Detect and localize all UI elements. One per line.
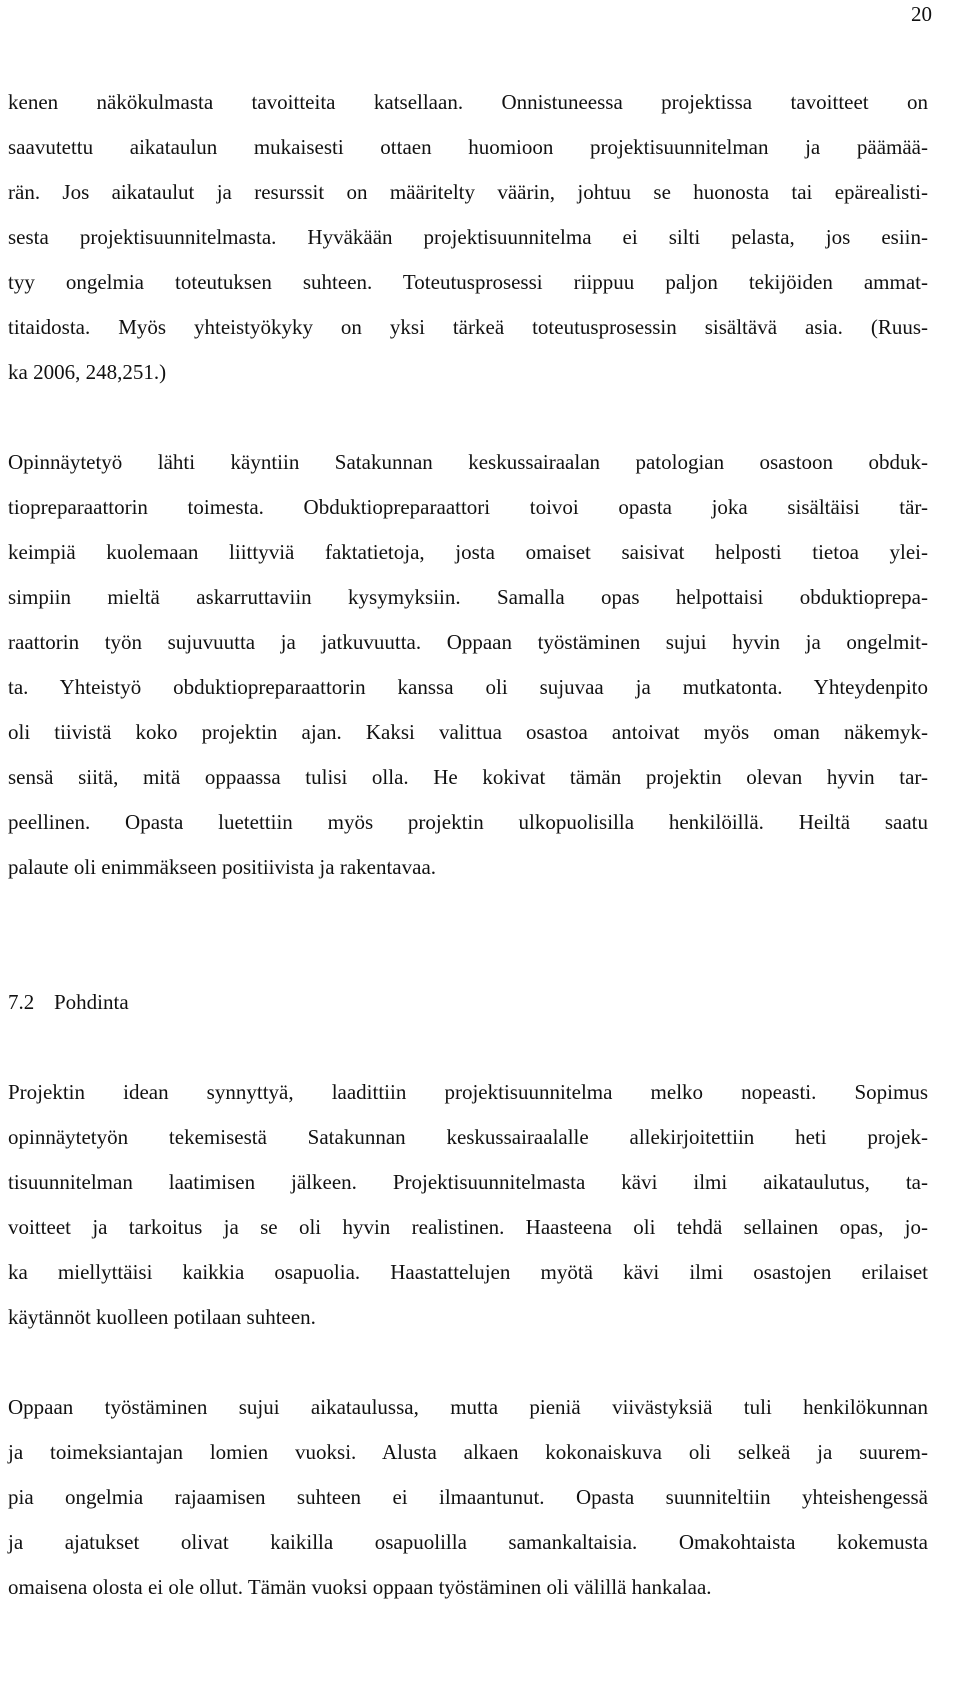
text-line: ka 2006, 248,251.) [8,360,167,384]
text-line: saavutettu aikataulun mukaisesti ottaen huomioon projektisuunnitelman ja päämää- [8,135,928,159]
text-line: kenen näkökulmasta tavoitteita katsellaan. Onnistuneessa projektissa tavoitteet on [8,90,928,114]
text-line: ta. Yhteistyö obduktiopreparaattorin kanssa oli sujuvaa ja mutkatonta. Yhteydenpito [8,675,928,699]
text-line: Projektin idean synnyttyä, laadittiin projektisuunnitelma melko nopeasti. Sopimus [8,1080,928,1104]
text-line: palaute oli enimmäkseen positiivista ja rakentavaa. [8,855,437,879]
paragraph-3 [8,1070,928,1340]
text-line: oli tiivistä koko projektin ajan. Kaksi valittua osastoa antoivat myös oman näkemyk- [8,720,928,744]
text-line: keimpiä kuolemaan liittyviä faktatietoja, josta omaiset saisivat helposti tietoa ylei- [8,540,928,564]
document-body [8,80,928,1610]
text-line: Opinnäytetyö lähti käyntiin Satakunnan keskussairaalan patologian osastoon obduk- [8,450,928,474]
page-number: 20 [911,2,932,26]
paragraph-4 [8,1385,928,1610]
text-line: tyy ongelmia toteutuksen suhteen. Toteutusprosessi riippuu paljon tekijöiden ammat- [8,270,928,294]
text-line: ja toimeksiantajan lomien vuoksi. Alusta alkaen kokonaiskuva oli selkeä ja suurem- [8,1440,928,1464]
section-title: Pohdinta [54,990,129,1014]
text-line: titaidosta. Myös yhteistyökyky on yksi tärkeä toteutusprosessin sisältävä asia. (Ruus- [8,315,928,339]
text-line: omaisena olosta ei ole ollut. Tämän vuoksi oppaan työstäminen oli välillä hankalaa. [8,1575,712,1599]
text-line: simpiin mieltä askarruttaviin kysymyksiin. Samalla opas helpottaisi obduktioprepa- [8,585,928,609]
text-line: käytännöt kuolleen potilaan suhteen. [8,1305,316,1329]
text-line: ja ajatukset olivat kaikilla osapuolilla samankaltaisia. Omakohtaista kokemusta [8,1530,928,1554]
text-line: tisuunnitelman laatimisen jälkeen. Projektisuunnitelmasta kävi ilmi aikataulutus, ta- [8,1170,928,1194]
paragraph-2 [8,440,928,890]
text-line: Oppaan työstäminen sujui aikataulussa, mutta pieniä viivästyksiä tuli henkilökunnan [8,1395,928,1419]
text-line: rän. Jos aikataulut ja resurssit on määritelty väärin, johtuu se huonosta tai epärealisti- [8,180,928,204]
text-line: raattorin työn sujuvuutta ja jatkuvuutta. Oppaan työstäminen sujui hyvin ja ongelmit- [8,630,928,654]
text-line: voitteet ja tarkoitus ja se oli hyvin realistinen. Haasteena oli tehdä sellainen opas, jo- [8,1215,928,1239]
section-heading [8,980,928,1025]
text-line: ka miellyttäisi kaikkia osapuolia. Haastattelujen myötä kävi ilmi osastojen erilaiset [8,1260,928,1284]
text-line: opinnäytetyön tekemisestä Satakunnan keskussairaalalle allekirjoitettiin heti projek- [8,1125,928,1149]
section-number: 7.2 [8,990,35,1014]
text-line: sensä siitä, mitä oppaassa tulisi olla. He kokivat tämän projektin olevan hyvin tar- [8,765,928,789]
text-line: pia ongelmia rajaamisen suhteen ei ilmaantunut. Opasta suunniteltiin yhteishengessä [8,1485,928,1509]
text-line: sesta projektisuunnitelmasta. Hyväkään projektisuunnitelma ei silti pelasta, jos esiin- [8,225,928,249]
text-line: peellinen. Opasta luetettiin myös projektin ulkopuolisilla henkilöillä. Heiltä saatu [8,810,928,834]
text-line: tiopreparaattorin toimesta. Obduktiopreparaattori toivoi opasta joka sisältäisi tär- [8,495,928,519]
paragraph-1 [8,80,928,395]
